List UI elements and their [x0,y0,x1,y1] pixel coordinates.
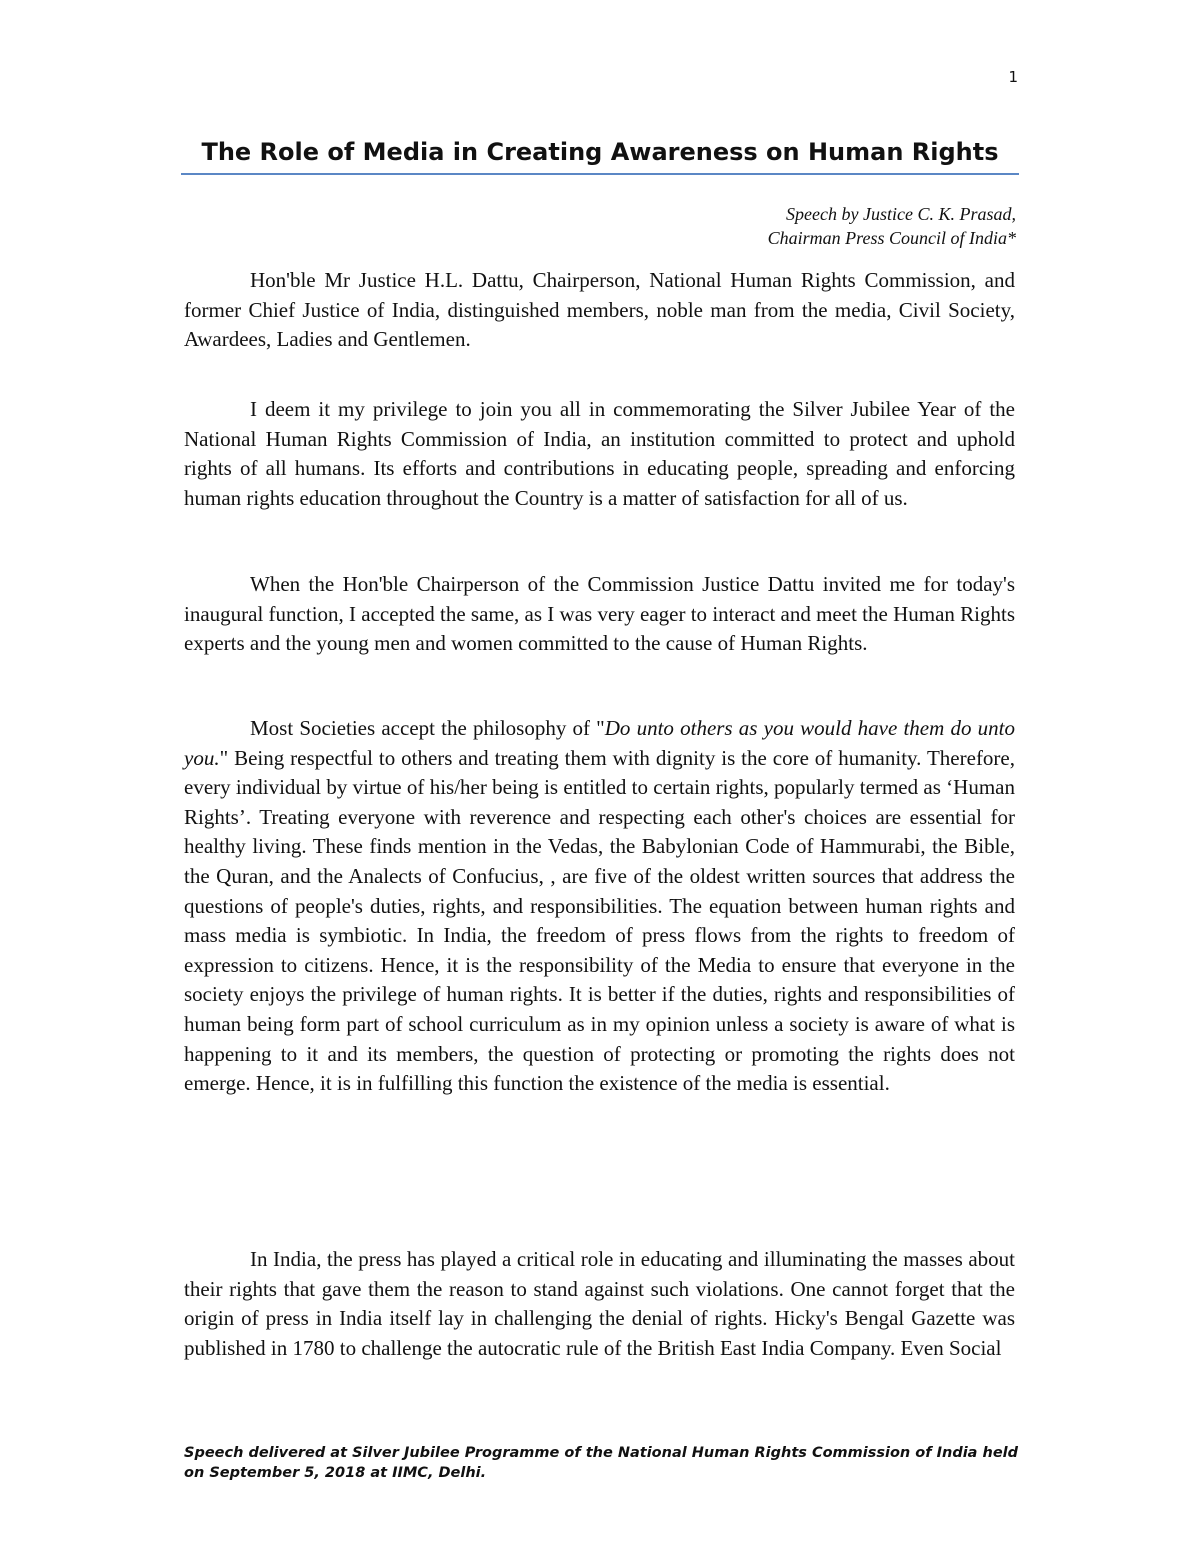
byline [520,202,1016,250]
philosophy-lead: Most Societies accept the philosophy of " [250,716,605,740]
paragraph-privilege: I deem it my privilege to join you all in commemorating the Silver Jubilee Year of the National Human Rights Commission of India, an institution committed to protect and uphold rights of all humans. Its efforts and contributions in educating people, spreading and enforcing human rights education throughout the Country is a matter of satisfaction for all of us. [184,397,1015,510]
title-underline-rule [181,173,1019,175]
document-title: The Role of Media in Creating Awareness on Human Rights [201,138,999,166]
philosophy-body: " Being respectful to others and treating them with dignity is the core of humanity. Therefore, every individual by virtue of his/her being is entitled to certain rights, popularly termed as ‘Human Rights’. Treating everyone with reverence and respecting each other's choices are essential for healthy living. These finds mention in the Vedas, the Babylonian Code of Hammurabi, the Bible, the Quran, and the Analects of Confucius, , are five of the oldest written sources that address the questions of people's duties, rights, and responsibilities. The equation between human rights and mass media is symbiotic. In India, the freedom of press flows from the rights to freedom of expression to citizens. Hence, it is the responsibility of the Media to ensure that everyone in the society enjoys the privilege of human rights. It is better if the duties, rights and responsibilities of human being form part of school curriculum as in my opinion unless a society is aware of what is happening to it and its members, the question of protecting or promoting the rights does not emerge. Hence, it is in fulfilling this function the existence of the media is essential. [184,745,1015,1096]
paragraph-invitation: When the Hon'ble Chairperson of the Commission Justice Dattu invited me for today's inaugural function, I accepted the same, as I was very eager to interact and meet the Human Rights experts and the young men and women committed to the cause of Human Rights. [184,572,1015,656]
byline-speaker: Speech by Justice C. K. Prasad, [786,204,1016,224]
paragraph-press-history: In India, the press has played a critical role in educating and illuminating the masses about their rights that gave them the reason to stand against such violations. One cannot forget that the origin of press in India itself lay in challenging the denial of rights. Hicky's Bengal Gazette was published in 1780 to challenge the autocratic rule of the British East India Company. Even Social [184,1247,1015,1360]
page-number: 1 [1008,68,1018,86]
footnote: Speech delivered at Silver Jubilee Programme of the National Human Rights Commission of India held on September 5, 2018 at IIMC, Delhi. [184,1445,1019,1481]
paragraph-salutation: Hon'ble Mr Justice H.L. Dattu, Chairperson, National Human Rights Commission, and former Chief Justice of India, distinguished members, noble man from the media, Civil Society, Awardees, Ladies and Gentlemen. [184,268,1015,352]
paragraph-philosophy [184,714,1015,1099]
byline-role: Chairman Press Council of India* [767,228,1016,248]
philosophy-quote: Do unto others as you would have them do unto you. [184,716,1015,770]
